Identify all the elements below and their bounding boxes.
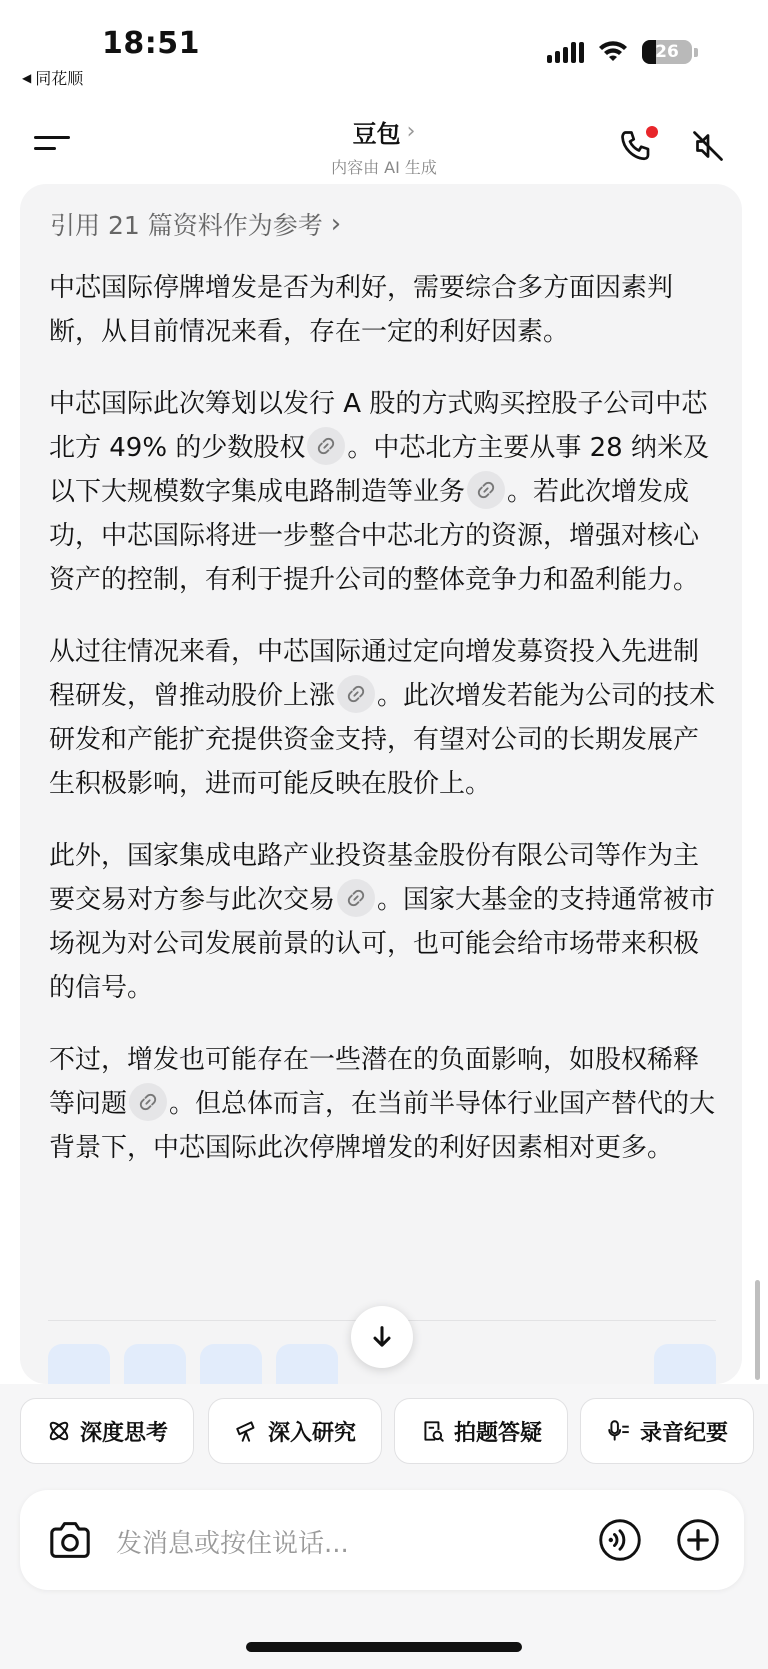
answer-paragraph	[49, 266, 721, 354]
atom-icon	[46, 1418, 72, 1444]
answer-paragraph	[49, 630, 721, 806]
plus-icon	[676, 1518, 720, 1562]
home-indicator[interactable]	[246, 1642, 522, 1652]
citation-link-icon[interactable]	[337, 879, 375, 917]
back-app-label: 同花顺	[35, 69, 84, 88]
chevron-right-icon: ›	[330, 209, 342, 239]
chip-label: 深度思考	[79, 1420, 168, 1446]
add-button[interactable]	[676, 1518, 720, 1562]
speaker-mute-icon	[690, 128, 726, 164]
chip-label: 录音纪要	[639, 1420, 728, 1446]
regenerate-button[interactable]	[654, 1344, 716, 1384]
photo-question-chip[interactable]	[394, 1398, 568, 1464]
battery-icon	[642, 40, 692, 64]
voice-call-button[interactable]	[598, 1518, 642, 1562]
paragraph-text: 中芯国际停牌增发是否为利好，需要综合多方面因素判断，从目前情况来看，存在一定的利好因素。	[49, 273, 674, 347]
camera-icon	[48, 1520, 92, 1560]
answer-paragraph	[49, 834, 721, 1010]
cellular-signal-icon	[547, 41, 584, 63]
deep-research-chip[interactable]	[208, 1398, 382, 1464]
chat-title[interactable]	[353, 114, 416, 149]
citation-link-icon[interactable]	[467, 471, 505, 509]
chevron-right-icon: ›	[406, 119, 416, 144]
status-icons	[547, 40, 698, 64]
citation-link-icon[interactable]	[129, 1083, 167, 1121]
scan-doc-icon	[420, 1418, 446, 1444]
citation-link-icon[interactable]	[337, 675, 375, 713]
chat-title-text: 豆包	[352, 120, 401, 148]
recording-notes-chip[interactable]	[580, 1398, 754, 1464]
voice-wave-icon	[598, 1518, 642, 1562]
citation-link-icon[interactable]	[307, 427, 345, 465]
paragraph-text: 。但总体而言，在当前半导体行业国产替代的大背景下，中芯国际此次停牌增发的利好因素相对更多。	[49, 1089, 716, 1163]
battery-level: 26	[655, 42, 679, 62]
paragraph-text: 。中芯北方主要从事 28 纳米及以下大规模数字集成电路制造等业务	[49, 433, 709, 507]
status-bar	[0, 0, 768, 100]
deep-think-chip[interactable]	[20, 1398, 194, 1464]
chip-label: 拍题答疑	[453, 1420, 542, 1446]
paragraph-text: 中芯国际此次筹划以发行 A 股的方式购买控股子公司中芯北方 49% 的少数股权	[49, 389, 708, 463]
answer-paragraph	[49, 1038, 721, 1170]
paragraph-text: 此外，国家集成电路产业投资基金股份有限公司等作为主要交易对方参与此次交易	[49, 841, 700, 915]
paragraph-text: 不过，增发也可能存在一些潜在的负面影响，如股权稀释等问题	[49, 1045, 700, 1119]
wifi-icon	[598, 41, 628, 63]
arrow-down-icon	[368, 1323, 396, 1351]
references-link[interactable]	[50, 206, 341, 242]
bookmark-button[interactable]	[200, 1344, 262, 1384]
battery-cap	[694, 48, 698, 57]
mute-button[interactable]	[690, 128, 730, 168]
scrollbar[interactable]	[755, 1280, 760, 1380]
back-to-app-link[interactable]	[22, 66, 83, 89]
paragraph-text: 。国家大基金的支持通常被市场视为对公司发展前景的认可，也可能会给市场带来积极的信号。	[49, 885, 716, 1003]
notification-dot	[646, 126, 658, 138]
share-button[interactable]	[276, 1344, 338, 1384]
paragraph-text: 。此次增发若能为公司的技术研发和产能扩充提供资金支持，有望对公司的长期发展产生积极影响，进而可能反映在股价上。	[49, 681, 716, 799]
telescope-icon	[234, 1418, 260, 1444]
paragraph-text: 。若此次增发成功，中芯国际将进一步整合中芯北方的资源，增强对核心资产的控制，有利于提升公司的整体竞争力和盈利能力。	[49, 477, 700, 595]
paragraph-text: 从过往情况来看，中芯国际通过定向增发募资投入先进制程研发，曾推动股价上涨	[49, 637, 700, 711]
chip-label: 深入研究	[267, 1420, 356, 1446]
phone-call-button[interactable]	[618, 128, 658, 168]
mic-notes-icon	[606, 1418, 632, 1444]
scroll-to-bottom-button[interactable]	[351, 1306, 413, 1368]
message-input[interactable]: 发消息或按住说话...	[116, 1529, 349, 1559]
ai-answer-text	[49, 266, 721, 1198]
references-label: 引用 21 篇资料作为参考	[50, 211, 323, 240]
copy-button[interactable]	[48, 1344, 110, 1384]
camera-button[interactable]	[48, 1520, 92, 1560]
back-triangle-icon: ◀	[22, 70, 32, 85]
answer-paragraph	[49, 382, 721, 602]
status-time: 18:51	[102, 26, 200, 61]
ai-generated-note: 内容由 AI 生成	[331, 158, 437, 177]
read-aloud-button[interactable]	[124, 1344, 186, 1384]
